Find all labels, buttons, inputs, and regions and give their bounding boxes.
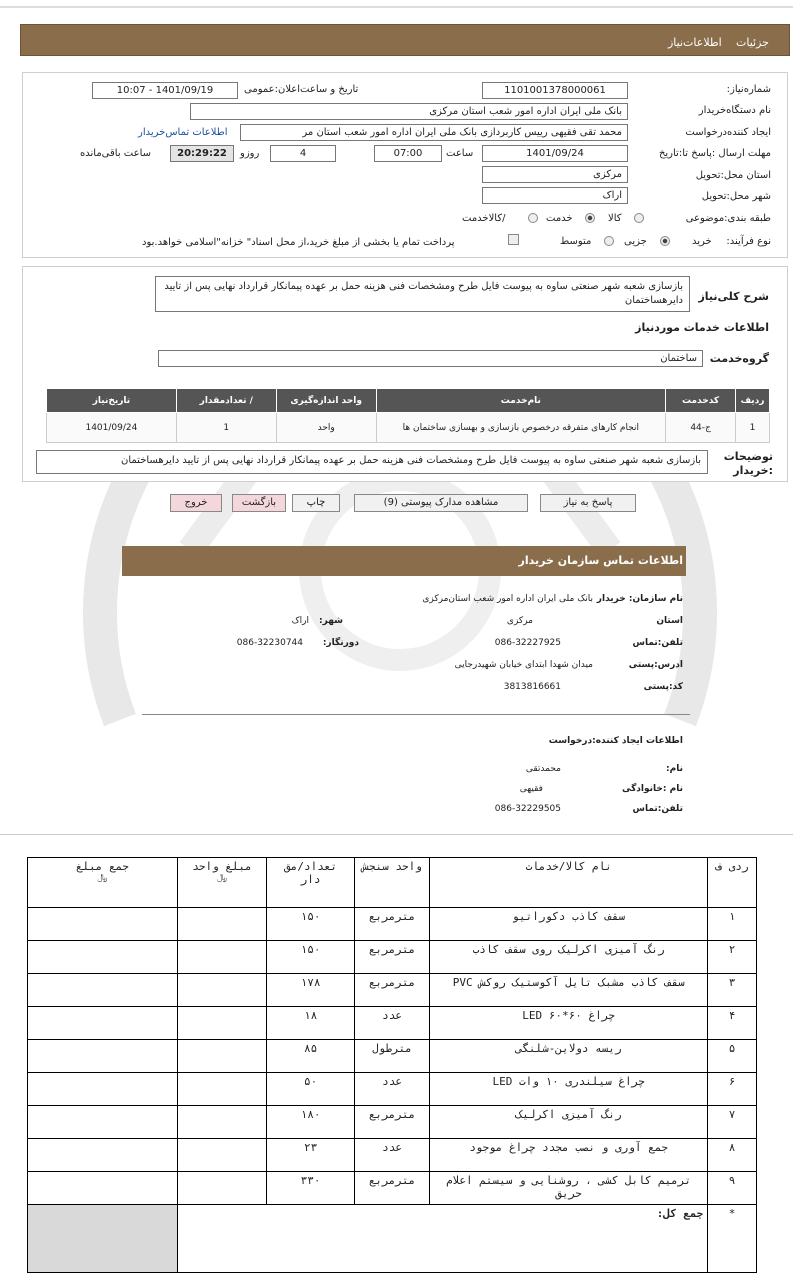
boq-cell-qty: ۳۳۰ — [267, 1172, 355, 1205]
org-value: بانک ملی ایران اداره امور شعب استان‌مرکزی — [422, 594, 593, 604]
buyer-org-label: نام دستگاه‌خریدار — [698, 105, 771, 116]
boq-cell-qty: ۵۰ — [267, 1073, 355, 1106]
table-row — [28, 941, 757, 974]
boq-cell-qty: ۱۷۸ — [267, 974, 355, 1007]
tab-details[interactable]: جزئیات — [736, 36, 769, 49]
fax-label: دورنگار: — [322, 638, 359, 648]
boq-cell-total — [28, 1007, 178, 1040]
city-field: اراک — [482, 187, 628, 204]
boq-cell-name: ریسه دولاین-شلنگی — [430, 1040, 708, 1073]
creator-title: اطلاعات ایجاد کننده:درخواست — [548, 736, 683, 746]
radio-minor-label: جزیی — [624, 236, 647, 247]
page-divider — [0, 834, 793, 835]
city-c-value: اراک — [291, 616, 309, 626]
boq-cell-name: جمع آوری و نصب مجدد چراغ موجود — [430, 1139, 708, 1172]
th-qty: / تعدادمقدار — [176, 389, 276, 413]
table-row — [28, 1040, 757, 1073]
cell-row: 1 — [736, 413, 770, 443]
rial-icon: ﷼ — [97, 873, 108, 883]
boq-cell-row: ۵ — [708, 1040, 757, 1073]
boq-cell-price — [177, 1172, 267, 1205]
top-divider — [0, 6, 793, 8]
exit-button[interactable]: خروج — [170, 494, 222, 512]
total-header-label: جمع مبلغ — [75, 860, 129, 873]
boq-cell-unit: مترمربع — [354, 1172, 429, 1205]
boq-cell-qty: ۸۵ — [267, 1040, 355, 1073]
family-value: فقیهی — [519, 784, 543, 794]
creator-field: محمد تقی فقیهی رییس کاربردازی بانک ملی ایران اداره امور شعب استان مر — [240, 124, 628, 141]
boq-cell-name: سقف کاذب مشبک تایل آکوستیک روکش PVC — [430, 974, 708, 1007]
boq-footer-total — [28, 1205, 178, 1273]
boq-cell-row: ۳ — [708, 974, 757, 1007]
postal-label: کد:پستی — [643, 682, 683, 692]
summary-text: بازسازی شعبه شهر صنعتی ساوه به پیوست فایل طرح ومشخصات فنی هزینه حمل بر عهده پیمانکار قرارداد نهایی پس از تایید دایرهساختمان — [155, 276, 690, 312]
province-c-label: استان — [656, 616, 683, 626]
days-field: 4 — [270, 145, 336, 162]
tab-need-info[interactable]: اطلاعات‌نیاز — [668, 36, 722, 49]
boq-th-name: نام کالا/خدمات — [430, 858, 708, 908]
boq-th-unit: واحد سنجش — [354, 858, 429, 908]
postal-value: 3813816661 — [503, 682, 561, 692]
cell-name: انجام کارهای متفرقه درخصوص بازسازی و بهسازی ساختمان ها — [376, 413, 666, 443]
announce-label: تاریخ و ساعت‌اعلان:عمومی — [244, 84, 359, 95]
boq-cell-total — [28, 1139, 178, 1172]
boq-cell-unit: عدد — [354, 1139, 429, 1172]
radio-goods-service-label: /کالاخدمت — [462, 213, 506, 224]
boq-cell-total — [28, 1106, 178, 1139]
radio-service-label: خدمت — [546, 213, 573, 224]
boq-cell-total — [28, 1073, 178, 1106]
fax-value: 086-32230744 — [236, 638, 303, 648]
service-group-label: گروه‌خدمت — [709, 352, 769, 365]
boq-th-total — [28, 858, 178, 908]
process-buy-value: خرید — [692, 236, 712, 247]
boq-cell-unit: عدد — [354, 1007, 429, 1040]
process-label: نوع فرآیند: — [726, 236, 771, 247]
phone-label: تلفن:تماس — [632, 638, 683, 648]
radio-medium[interactable] — [604, 236, 614, 246]
boq-th-qty: تعداد/مق دار — [267, 858, 355, 908]
th-date: تاریخ‌نیاز — [47, 389, 177, 413]
province-label: استان محل:تحویل — [695, 170, 771, 181]
buyer-contact-link[interactable]: اطلاعات تماس‌خریدار — [138, 127, 228, 138]
boq-cell-qty: ۱۸ — [267, 1007, 355, 1040]
cell-date: 1401/09/24 — [47, 413, 177, 443]
boq-cell-total — [28, 1040, 178, 1073]
radio-service[interactable] — [585, 213, 595, 223]
boq-cell-total — [28, 908, 178, 941]
need-number-field: 1101001378000061 — [482, 82, 628, 99]
th-row: ردیف — [736, 389, 770, 413]
table-row — [28, 1106, 757, 1139]
address-label: ادرس:پستی — [628, 660, 683, 670]
creator-label: ایجاد کننده‌درخواست — [685, 127, 771, 138]
boq-cell-name: رنگ آمیزی اکرلیک — [430, 1106, 708, 1139]
buyer-org-field: بانک ملی ایران اداره امور شعب استان مرکزی — [190, 103, 628, 120]
deadline-label: مهلت ارسال :پاسخ تا:تاریخ — [658, 148, 771, 159]
boq-cell-name: چراغ سیلندری ۱۰ وات LED — [430, 1073, 708, 1106]
boq-th-price — [177, 858, 267, 908]
boq-cell-qty: ۱۵۰ — [267, 908, 355, 941]
boq-cell-price — [177, 908, 267, 941]
boq-cell-price — [177, 1007, 267, 1040]
buyer-notes-text: بازسازی شعبه شهر صنعتی ساوه به پیوست فایل طرح ومشخصات فنی هزینه حمل بر عهده پیمانکار قرارداد نهایی پس از تایید دایرهساختمان — [36, 450, 708, 474]
boq-table — [27, 857, 757, 1273]
boq-cell-unit: مترمربع — [354, 941, 429, 974]
cell-unit: واحد — [276, 413, 376, 443]
rial-icon: ﷼ — [217, 873, 227, 883]
cell-code: ج-44 — [666, 413, 736, 443]
org-label: نام سازمان: خریدار — [596, 594, 683, 604]
reply-button[interactable]: پاسخ به نیاز — [540, 494, 636, 512]
deadline-date-field: 1401/09/24 — [482, 145, 628, 162]
boq-cell-unit: مترطول — [354, 1040, 429, 1073]
boq-cell-total — [28, 941, 178, 974]
th-unit: واحد اندازه‌گیری — [276, 389, 376, 413]
buyer-notes-label: توضیحات :خریدار — [723, 450, 773, 477]
radio-goods-label: کالا — [608, 213, 622, 224]
remaining-label: ساعت باقی‌مانده — [80, 148, 152, 159]
name-label: نام: — [666, 764, 683, 774]
table-row — [28, 1007, 757, 1040]
boq-cell-name: رنگ آمیزی اکرلیک روی سقف کاذب — [430, 941, 708, 974]
treasury-checkbox[interactable] — [508, 234, 519, 245]
table-row — [28, 908, 757, 941]
boq-cell-row: ۹ — [708, 1172, 757, 1205]
th-code: کدخدمت — [666, 389, 736, 413]
services-table — [46, 388, 770, 443]
services-title: اطلاعات خدمات موردنیاز — [635, 321, 769, 334]
days-label: روزو — [240, 148, 260, 159]
boq-footer-n: * — [708, 1205, 757, 1273]
boq-cell-name: چراغ ۶۰*۶۰ LED — [430, 1007, 708, 1040]
need-number-label: شماره‌نیاز: — [726, 84, 771, 95]
table-row — [28, 1073, 757, 1106]
family-label: نام :خانوادگی — [621, 784, 683, 794]
province-c-value: مرکزی — [506, 616, 533, 626]
city-label: شهر محل:تحویل — [701, 191, 771, 202]
remaining-time-field: 20:29:22 — [170, 145, 234, 162]
boq-cell-price — [177, 941, 267, 974]
deadline-time-label: ساعت — [446, 148, 474, 159]
province-field: مرکزی — [482, 166, 628, 183]
th-name: نام‌خدمت — [376, 389, 666, 413]
boq-cell-row: ۶ — [708, 1073, 757, 1106]
need-info-panel — [22, 72, 788, 258]
boq-cell-price — [177, 1106, 267, 1139]
table-row — [28, 1139, 757, 1172]
boq-cell-qty: ۲۳ — [267, 1139, 355, 1172]
boq-cell-row: ۱ — [708, 908, 757, 941]
radio-goods-service[interactable] — [528, 213, 538, 223]
deadline-time-field: 07:00 — [374, 145, 442, 162]
table-row — [28, 1172, 757, 1205]
boq-cell-unit: مترمربع — [354, 1106, 429, 1139]
boq-cell-unit: مترمربع — [354, 908, 429, 941]
boq-cell-row: ۷ — [708, 1106, 757, 1139]
view-docs-button[interactable]: مشاهده مدارک پیوستی (9) — [354, 494, 528, 512]
table-row — [47, 413, 770, 443]
summary-label: شرح کلی‌نیاز — [698, 290, 769, 303]
announce-field: 1401/09/19 - 10:07 — [92, 82, 238, 99]
price-header-label: مبلغ واحد — [192, 860, 252, 873]
boq-cell-name: سقف کاذب دکوراتیو — [430, 908, 708, 941]
city-c-label: شهر: — [319, 616, 343, 626]
boq-footer-label: جمع کل: — [177, 1205, 707, 1273]
back-button[interactable]: بازگشت — [232, 494, 286, 512]
print-button[interactable]: چاپ — [292, 494, 340, 512]
contact-divider — [142, 714, 690, 715]
contact-title: اطلاعات تماس سازمان خریدار — [518, 554, 683, 567]
boq-cell-row: ۴ — [708, 1007, 757, 1040]
boq-cell-total — [28, 1172, 178, 1205]
boq-cell-unit: مترمربع — [354, 974, 429, 1007]
boq-cell-qty: ۱۵۰ — [267, 941, 355, 974]
boq-cell-total — [28, 974, 178, 1007]
address-value: میدان شهدا ابتدای خیابان شهیدرجایی — [454, 660, 593, 670]
boq-cell-name: ترمیم کابل کشی ، روشنایی و سیستم اعلام حریق — [430, 1172, 708, 1205]
radio-minor[interactable] — [660, 236, 670, 246]
phone-value: 086-32227925 — [494, 638, 561, 648]
radio-medium-label: متوسط — [560, 236, 592, 247]
creator-phone-label: تلفن:تماس — [632, 804, 683, 814]
boq-cell-price — [177, 1073, 267, 1106]
boq-cell-row: ۲ — [708, 941, 757, 974]
table-row — [28, 974, 757, 1007]
boq-th-row: ردی ف — [708, 858, 757, 908]
treasury-note: پرداخت تمام یا بخشی از مبلغ خرید،از محل اسناد" خزانه"اسلامی خواهد.بود — [142, 237, 455, 248]
boq-cell-price — [177, 1040, 267, 1073]
service-group-field: ساختمان — [158, 350, 703, 367]
boq-cell-unit: عدد — [354, 1073, 429, 1106]
boq-cell-price — [177, 1139, 267, 1172]
boq-cell-row: ۸ — [708, 1139, 757, 1172]
creator-phone-value: 086-32229505 — [494, 804, 561, 814]
radio-goods[interactable] — [634, 213, 644, 223]
category-label: طبقه بندی:موضوعی — [685, 213, 771, 224]
boq-cell-qty: ۱۸۰ — [267, 1106, 355, 1139]
cell-qty: 1 — [176, 413, 276, 443]
name-value: محمدتقی — [525, 764, 561, 774]
boq-cell-price — [177, 974, 267, 1007]
